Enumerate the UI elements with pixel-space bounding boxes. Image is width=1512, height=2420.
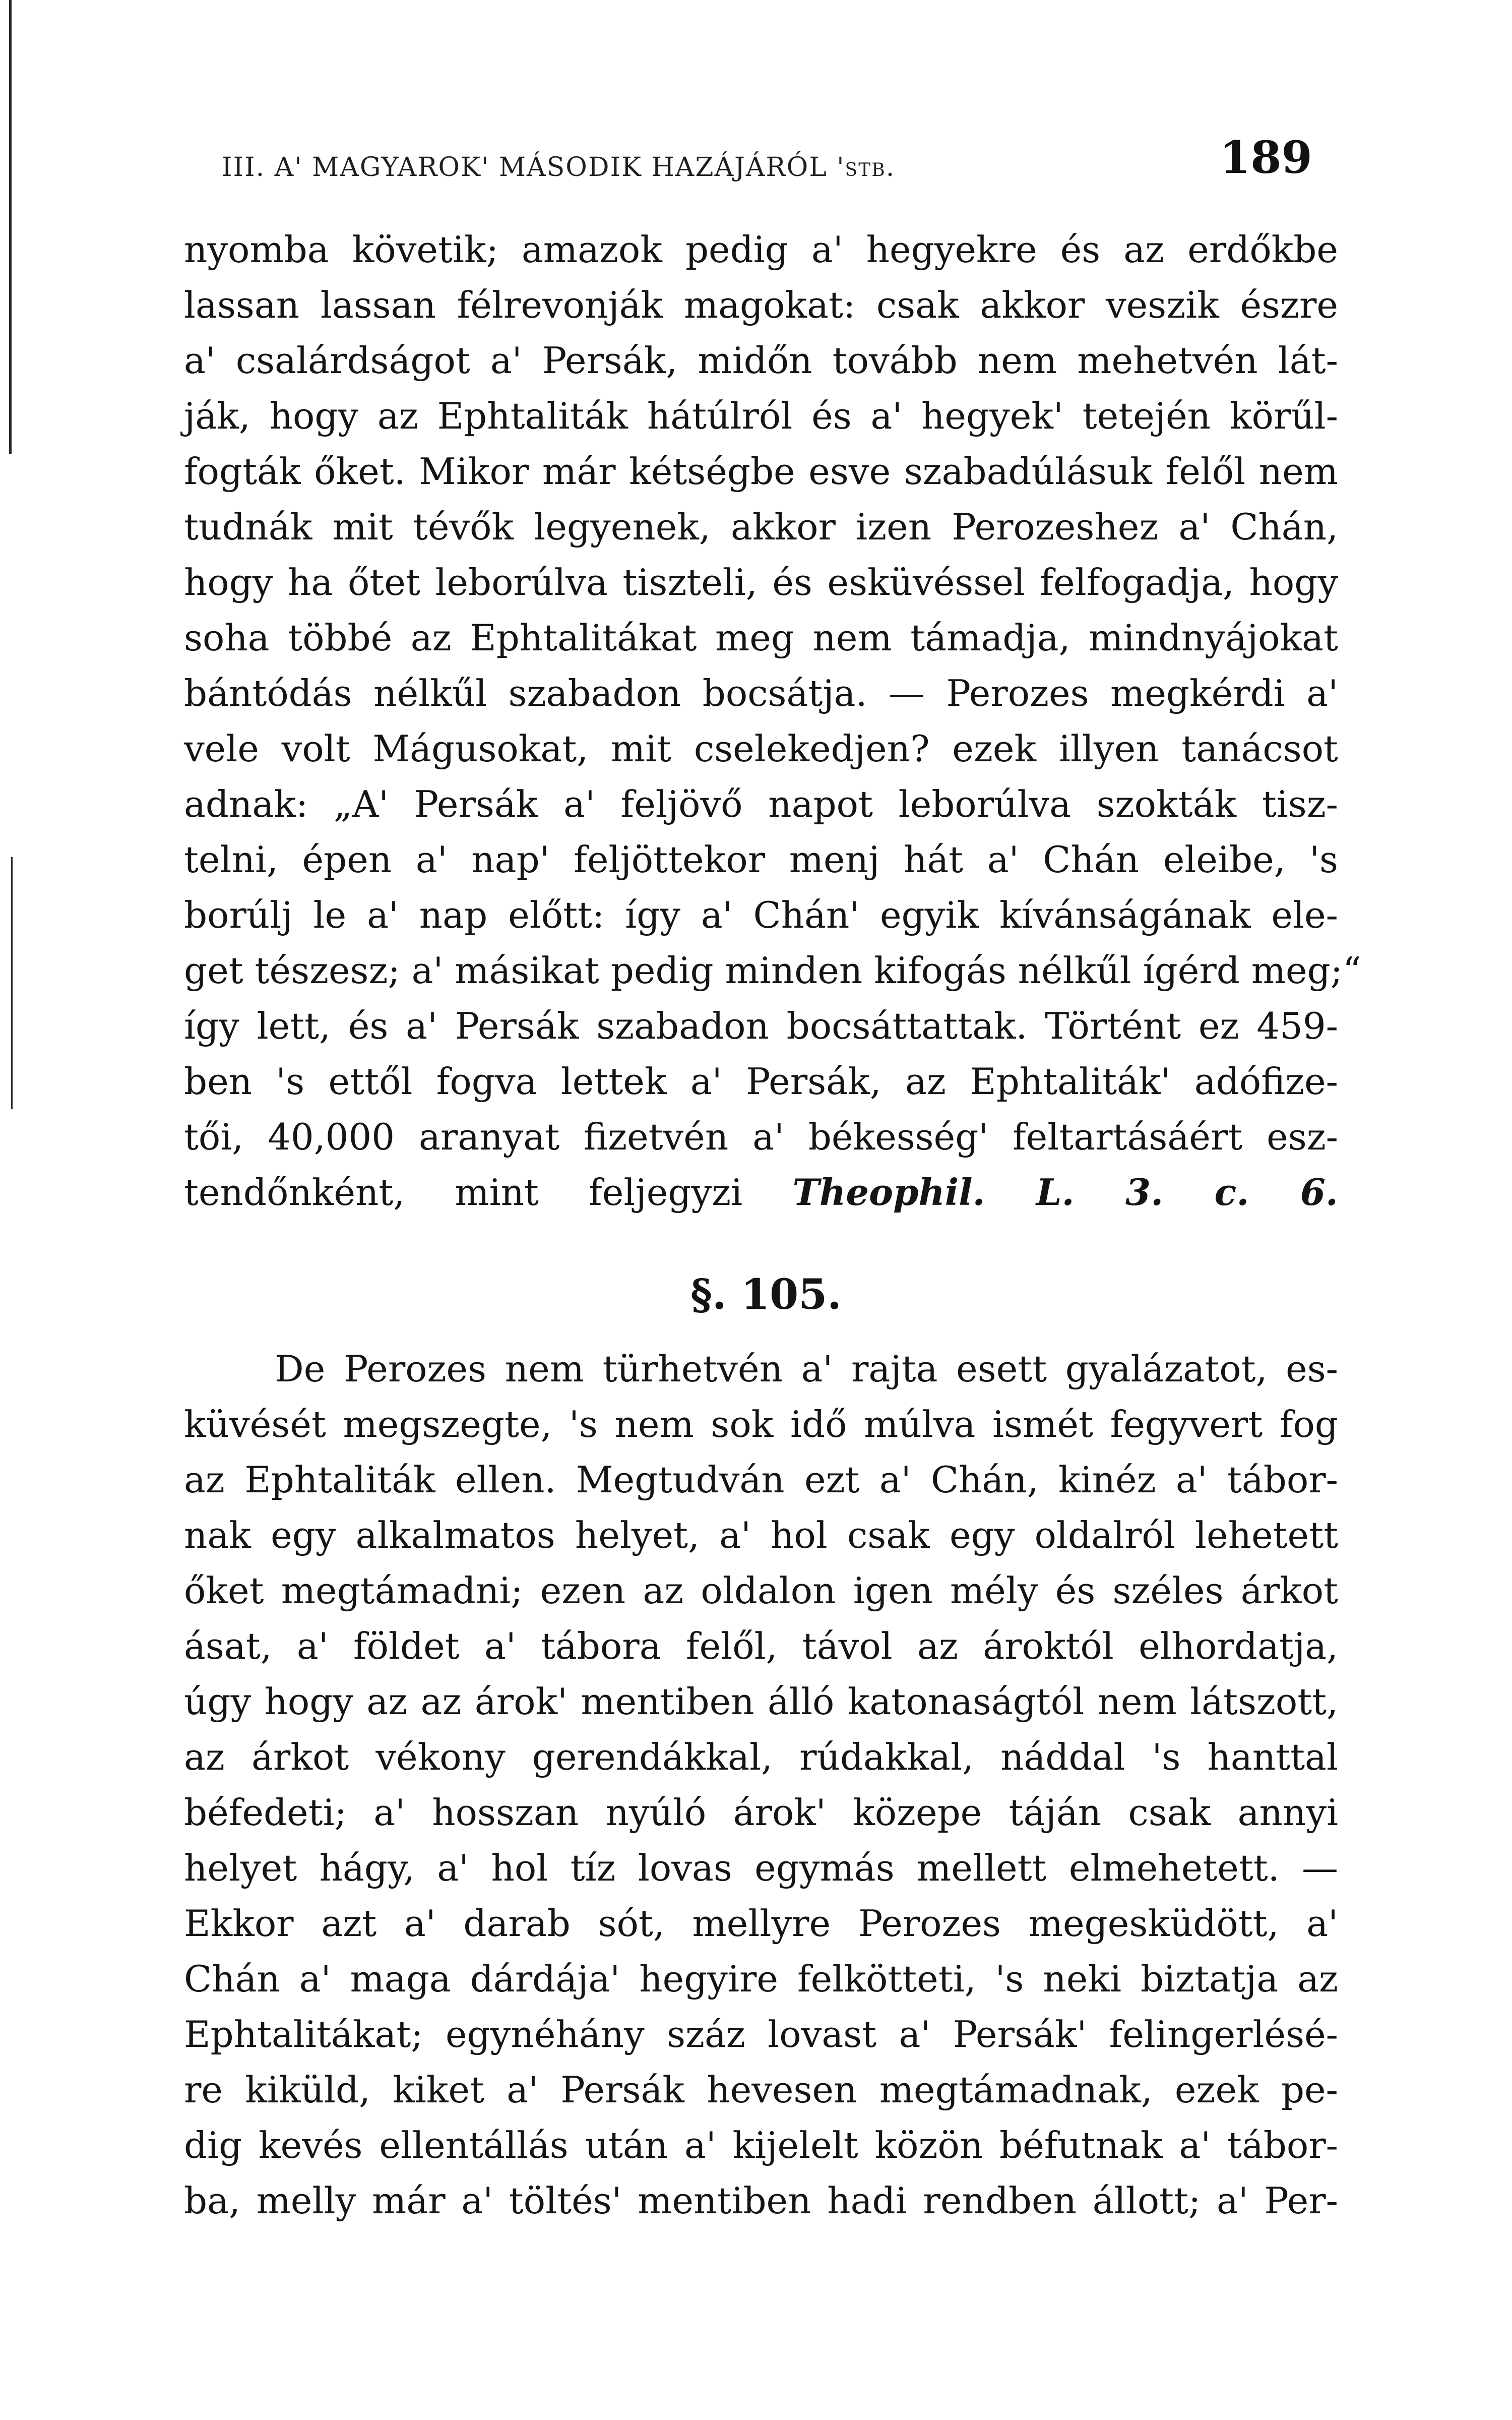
text-line: az Ephtaliták ellen. Megtudván ezt a' Chán, kinéz a' tábor- bbox=[184, 1459, 1338, 1501]
text-line: get tészesz; a' másikat pedig minden kifogás nélkűl ígérd meg;“ bbox=[184, 949, 1361, 992]
text-line: Ekkor azt a' darab sót, mellyre Perozes megesküdött, a' bbox=[184, 1902, 1338, 1945]
text-line: úgy hogy az az árok' mentiben álló katonaságtól nem látszott, bbox=[184, 1680, 1338, 1723]
text-line: Ephtalitákat; egynéhány száz lovast a' Persák' felingerlésé- bbox=[184, 2013, 1338, 2055]
text-line: helyet hágy, a' hol tíz lovas egymás mellett elmehetett. — bbox=[184, 1847, 1338, 1889]
text-line-last bbox=[184, 1165, 1338, 1220]
text-line: így lett, és a' Persák szabadon bocsáttattak. Történt ez 459- bbox=[184, 1005, 1338, 1047]
text-line: ben 's ettől fogva lettek a' Persák, az Ephtaliták' adófize- bbox=[184, 1060, 1338, 1103]
text-line: vele volt Mágusokat, mit cselekedjen? ezek illyen tanácsot bbox=[184, 728, 1338, 770]
text-line: soha többé az Ephtalitákat meg nem támadja, mindnyájokat bbox=[184, 617, 1338, 659]
paragraph-continued bbox=[184, 222, 1361, 1220]
text-line: lassan lassan félrevonják magokat: csak akkor veszik észre bbox=[184, 284, 1338, 326]
text-line: telni, épen a' nap' feljöttekor menj hát a' Chán eleibe, 's bbox=[184, 838, 1338, 881]
text-line: béfedeti; a' hosszan nyúló árok' közepe táján csak annyi bbox=[184, 1791, 1338, 1834]
section-heading: §. 105. bbox=[690, 1270, 842, 1319]
text-line: őket megtámadni; ezen az oldalon igen mély és széles árkot bbox=[184, 1569, 1338, 1612]
text-line: ba, melly már a' töltés' mentiben hadi rendben állott; a' Per- bbox=[184, 2180, 1338, 2222]
text-line: az árkot vékony gerendákkal, rúdakkal, náddal 's hanttal bbox=[184, 1736, 1338, 1778]
text-line: ásat, a' földet a' tábora felől, távol az ároktól elhordatja, bbox=[184, 1625, 1338, 1667]
text-line: dig kevés ellentállás után a' kijelelt közön béfutnak a' tábor- bbox=[184, 2124, 1338, 2166]
text-line: a' csalárdságot a' Persák, midőn tovább nem mehetvén lát- bbox=[184, 339, 1338, 382]
text-line: nyomba követik; amazok pedig a' hegyekre és az erdőkbe bbox=[184, 228, 1338, 271]
text-line: hogy ha őtet leborúlva tiszteli, és esküvéssel felfogadja, hogy bbox=[184, 561, 1338, 603]
text-line: borúlj le a' nap előtt: így a' Chán' egyik kívánságának ele- bbox=[184, 894, 1338, 936]
page-edge-shadow bbox=[9, 0, 12, 454]
paragraph-section-105 bbox=[184, 1341, 1338, 2228]
text-line: ják, hogy az Ephtaliták hátúlról és a' hegyek' tetején körűl- bbox=[184, 395, 1338, 437]
running-head: III. A' MAGYAROK' MÁSODIK HAZÁJÁRÓL 'stb. bbox=[222, 152, 896, 183]
text-segment: tendőnként, mint feljegyzi bbox=[184, 1171, 793, 1214]
text-line: adnak: „A' Persák a' feljövő napot leborúlva szokták tisz- bbox=[184, 783, 1338, 825]
text-line: bántódás nélkűl szabadon bocsátja. — Perozes megkérdi a' bbox=[184, 672, 1338, 714]
page-number: 189 bbox=[1220, 131, 1312, 184]
text-line: nak egy alkalmatos helyet, a' hol csak egy oldalról lehetett bbox=[184, 1514, 1338, 1556]
text-line: küvését megszegte, 's nem sok idő múlva ismét fegyvert fog bbox=[184, 1403, 1338, 1445]
text-line: Chán a' maga dárdája' hegyire felkötteti, 's neki biztatja az bbox=[184, 1958, 1338, 2000]
text-line: tudnák mit tévők legyenek, akkor izen Perozeshez a' Chán, bbox=[184, 506, 1338, 548]
citation: Theophil. L. 3. c. 6. bbox=[792, 1171, 1338, 1214]
text-line: fogták őket. Mikor már kétségbe esve szabadúlásuk felől nem bbox=[184, 450, 1338, 493]
text-line: re kiküld, kiket a' Persák hevesen megtámadnak, ezek pe- bbox=[184, 2069, 1338, 2111]
text-line: tői, 40,000 aranyat fizetvén a' békesség' feltartásáért esz- bbox=[184, 1116, 1338, 1158]
text-line-first: De Perozes nem türhetvén a' rajta esett gyalázatot, es- bbox=[275, 1348, 1338, 1390]
page-edge-shadow bbox=[11, 857, 13, 1109]
